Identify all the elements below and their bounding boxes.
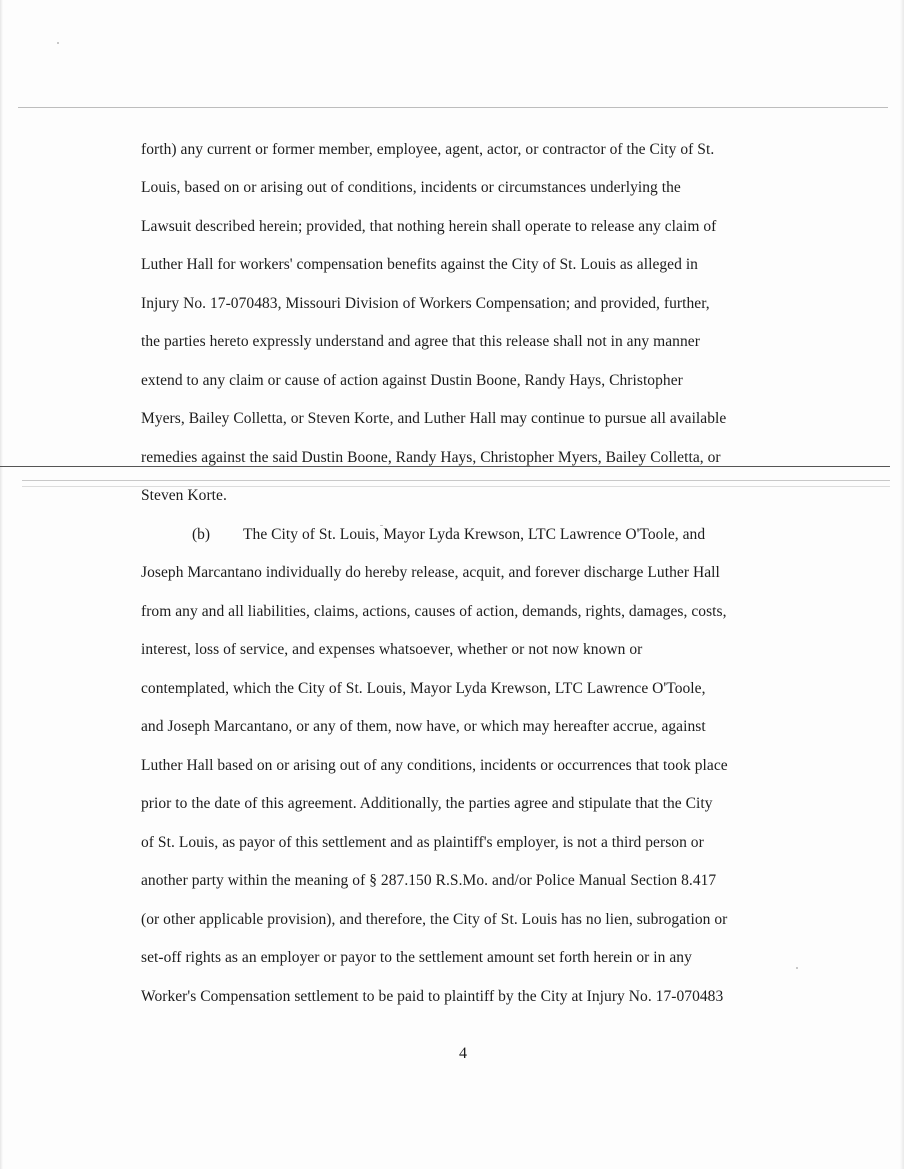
text-line: Joseph Marcantano individually do hereby release, acquit, and forever discharge Luther Hall: [141, 564, 720, 581]
text-line: set-off rights as an employer or payor to the settlement amount set forth herein or in any: [141, 949, 692, 966]
text-line: the parties hereto expressly understand and agree that this release shall not in any manner: [141, 333, 700, 350]
text-line: Injury No. 17-070483, Missouri Division of Workers Compensation; and provided, further,: [141, 295, 710, 312]
text-line: Lawsuit described herein; provided, that nothing herein shall operate to release any claim of: [141, 218, 717, 235]
scan-speck: [796, 967, 798, 969]
text-line: contemplated, which the City of St. Louis, Mayor Lyda Krewson, LTC Lawrence O'Toole,: [141, 680, 706, 697]
text-line: Louis, based on or arising out of conditions, incidents or circumstances underlying the: [141, 179, 681, 196]
text-line: (or other applicable provision), and therefore, the City of St. Louis has no lien, subrogation or: [141, 911, 728, 928]
scan-artifact-line: [18, 107, 888, 108]
text-line: interest, loss of service, and expenses whatsoever, whether or not now known or: [141, 641, 643, 658]
text-line: Steven Korte.: [141, 487, 227, 504]
text-line: Luther Hall based on or arising out of any conditions, incidents or occurrences that took place: [141, 757, 728, 774]
scan-speck: [57, 42, 59, 44]
text-line: prior to the date of this agreement. Additionally, the parties agree and stipulate that the City: [141, 795, 713, 812]
paragraph-marker: (b): [192, 526, 211, 543]
scan-edge-left: [0, 0, 3, 1169]
text-line: from any and all liabilities, claims, actions, causes of action, demands, rights, damages, costs,: [141, 603, 727, 620]
scan-edge-right: [900, 0, 904, 1169]
text-line: The City of St. Louis, Mayor Lyda Krewson, LTC Lawrence O'Toole, and: [243, 526, 706, 543]
text-line: forth) any current or former member, employee, agent, actor, or contractor of the City of St.: [141, 141, 715, 158]
text-line: of St. Louis, as payor of this settlement and as plaintiff's employer, is not a third person or: [141, 834, 704, 851]
text-line: remedies against the said Dustin Boone, Randy Hays, Christopher Myers, Bailey Colletta, or: [141, 449, 721, 466]
text-line: Myers, Bailey Colletta, or Steven Korte, and Luther Hall may continue to pursue all available: [141, 410, 727, 427]
page-number: 4: [459, 1045, 467, 1062]
scan-artifact-line: [22, 480, 890, 481]
text-line: another party within the meaning of § 287.150 R.S.Mo. and/or Police Manual Section 8.417: [141, 872, 717, 889]
text-line: extend to any claim or cause of action against Dustin Boone, Randy Hays, Christopher: [141, 372, 683, 389]
text-line: and Joseph Marcantano, or any of them, now have, or which may hereafter accrue, against: [141, 718, 706, 735]
text-line: Worker's Compensation settlement to be paid to plaintiff by the City at Injury No. 17-070483: [141, 988, 724, 1005]
text-line: Luther Hall for workers' compensation benefits against the City of St. Louis as alleged in: [141, 256, 698, 273]
